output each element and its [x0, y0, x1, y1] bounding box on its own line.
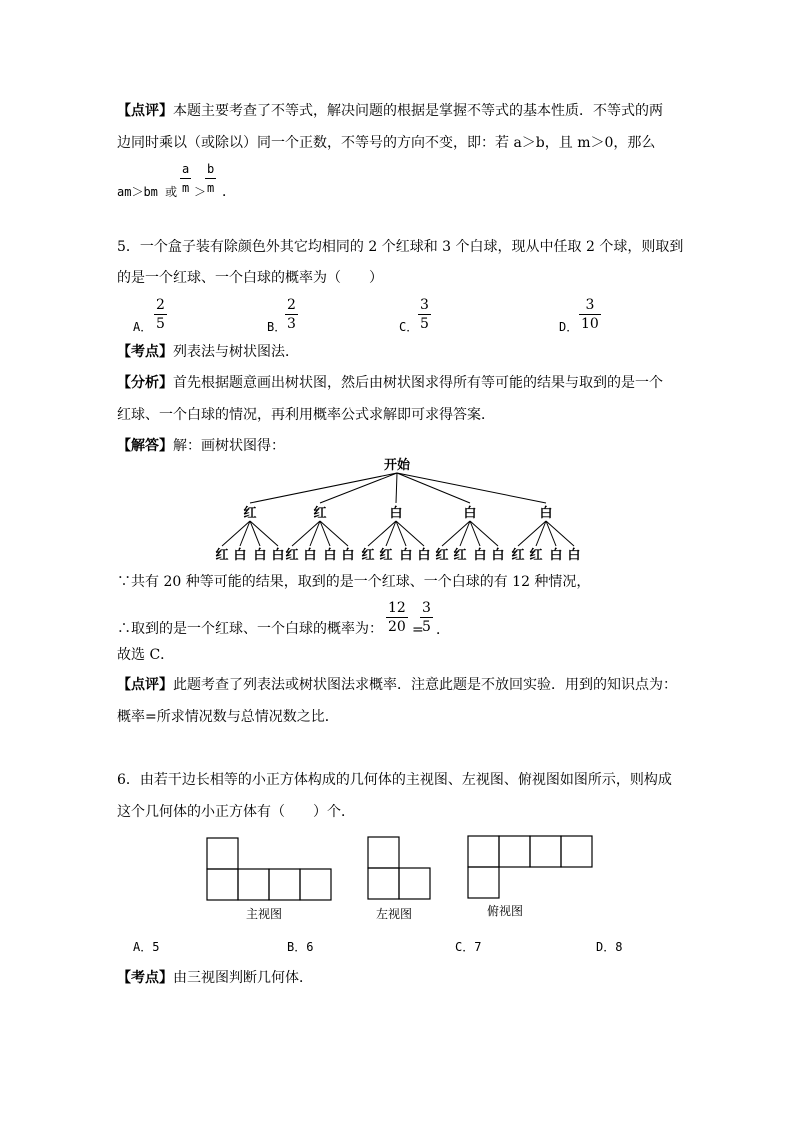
tree-level2-node: 红 [361, 548, 375, 563]
q5-kaodian [117, 342, 299, 362]
tree-level2-node: 白 [549, 548, 563, 563]
q5-therefore-line: ∴取到的是一个红球、一个白球的概率为： [117, 621, 383, 637]
tree-branch [250, 473, 397, 503]
q5-option-c-fraction [418, 297, 431, 332]
q5-option-d-fraction [579, 297, 601, 332]
jieda-tag: 【解答】 [117, 438, 173, 454]
fraction-b-over-m [205, 161, 216, 196]
tree-level1-node: 白 [463, 506, 477, 521]
tree-level2-node: 白 [417, 548, 431, 563]
tree-level2-node: 红 [379, 548, 393, 563]
probability-tree-diagram [210, 455, 590, 567]
fraction-bar [154, 314, 167, 315]
tree-branch [320, 473, 397, 503]
tree-level1-node: 红 [313, 506, 327, 521]
fraction-numerator: 2 [156, 297, 165, 313]
q5-choose: 故选 C． [117, 647, 175, 663]
side-view-label: 左视图 [376, 907, 413, 921]
dianping-tag: 【点评】 [117, 677, 173, 693]
tree-level2-node: 红 [453, 548, 467, 563]
top-view [468, 836, 592, 898]
q6-kaodian [117, 968, 313, 988]
tree-level1-node: 白 [389, 506, 403, 521]
tree-branch [397, 473, 470, 503]
tree-branch [396, 521, 424, 546]
q5-option-d-label: D． [559, 320, 579, 334]
fraction-denominator: m [207, 181, 215, 195]
front-view [207, 838, 331, 900]
kaodian-text: 由三视图判断几何体． [173, 970, 313, 986]
fenxi-tag: 【分析】 [117, 375, 173, 391]
jieda-text: 解：画树状图得： [173, 438, 285, 454]
q6-stem-line-1: 6．由若干边长相等的小正方体构成的几何体的主视图、左视图、俯视图如图所示，则构成 [117, 772, 672, 788]
top-view-label: 俯视图 [487, 904, 524, 918]
fraction-denominator: m [182, 181, 190, 195]
kaodian-tag: 【考点】 [117, 344, 173, 360]
tree-branch [442, 521, 470, 546]
fraction-bar [285, 314, 298, 315]
side-view [368, 837, 430, 899]
fraction-bar [420, 617, 433, 618]
comment-text-3: am＞bm 或 [117, 185, 178, 199]
q5-fenxi-line-2: 红球、一个白球的情况，再利用概率公式求解即可求得答案． [117, 407, 495, 423]
q6-option-b: B．6 [287, 940, 314, 954]
tree-branch [470, 521, 480, 546]
q5-fenxi-line-1 [117, 373, 663, 393]
fraction-denominator: 10 [581, 316, 599, 332]
q6-option-c: C．7 [455, 940, 482, 954]
tree-branch [460, 521, 470, 546]
tree-branch [320, 521, 348, 546]
q5-stem-line-2: 的是一个红球、一个白球的概率为（ ） [117, 270, 383, 286]
fraction-numerator: 12 [388, 600, 406, 616]
fraction-numerator: 2 [287, 297, 296, 313]
tree-level2-node: 白 [341, 548, 355, 563]
q6-stem-line-2: 这个几何体的小正方体有（ ）个． [117, 804, 355, 820]
fenxi-text-1: 首先根据题意画出树状图，然后由树状图求得所有等可能的结果与取到的是一个 [173, 375, 663, 391]
tree-level2-node: 白 [491, 548, 505, 563]
q5-dianping-line-1 [117, 675, 677, 695]
tree-branch [240, 521, 250, 546]
tree-level2-node: 白 [399, 548, 413, 563]
q6-option-a: A．5 [133, 940, 160, 954]
tree-branch [222, 521, 250, 546]
tree-level2-node: 白 [323, 548, 337, 563]
period: ． [436, 622, 450, 638]
tree-level2-node: 白 [253, 548, 267, 563]
equals-sign: = [412, 622, 424, 638]
tree-branch [397, 473, 546, 503]
fraction-bar [418, 314, 431, 315]
tree-level2-node: 白 [473, 548, 487, 563]
tree-level2-node: 红 [511, 548, 525, 563]
tree-branch [292, 521, 320, 546]
q5-option-c-label: C． [399, 320, 419, 334]
tree-level1-node: 红 [243, 506, 257, 521]
period: ． [222, 184, 236, 200]
tree-level2-node: 白 [233, 548, 247, 563]
q6-option-d: D．8 [596, 940, 623, 954]
tree-level2-node: 白 [271, 548, 285, 563]
greater-than-sign: ＞ [194, 185, 207, 199]
tree-branch [250, 521, 278, 546]
tree-level2-node: 红 [529, 548, 543, 563]
comment-line-3 [117, 182, 177, 202]
tree-branch [310, 521, 320, 546]
fraction-denominator: 20 [388, 619, 406, 635]
q5-stem-line-1: 5．一个盒子装有除颜色外其它均相同的 2 个红球和 3 个白球，现从中任取 2 个球，则取到 [117, 239, 684, 255]
tree-level1-node: 白 [539, 506, 553, 521]
tree-level2-node: 白 [567, 548, 581, 563]
tree-branch [470, 521, 498, 546]
fraction-denominator: 5 [422, 619, 431, 635]
fraction-3-over-5 [420, 600, 433, 635]
tree-level2-node: 白 [303, 548, 317, 563]
comment-line-2: 边同时乘以（或除以）同一个正数，不等号的方向不变，即：若 a＞b，且 m＞0，那么 [117, 135, 656, 151]
front-view-label: 主视图 [246, 907, 283, 921]
tree-level2-node: 红 [215, 548, 229, 563]
fraction-numerator: 3 [585, 297, 595, 313]
comment-line-1 [117, 101, 663, 121]
three-views-figure [200, 830, 595, 925]
tree-branch [536, 521, 546, 546]
fraction-numerator: 3 [420, 297, 429, 313]
q5-option-a-label: A． [133, 320, 153, 334]
fraction-bar [579, 314, 601, 315]
tree-level2-node: 红 [435, 548, 449, 563]
tree-branch [320, 521, 330, 546]
fraction-denominator: 5 [156, 316, 165, 332]
tree-branch [546, 521, 574, 546]
fraction-numerator: 3 [422, 600, 431, 616]
comment-tag: 【点评】 [117, 103, 173, 119]
q5-jieda [117, 436, 285, 456]
q5-option-a-fraction [154, 297, 167, 332]
comment-text-1: 本题主要考查了不等式，解决问题的根据是掌握不等式的基本性质．不等式的两 [173, 103, 663, 119]
tree-branch [518, 521, 546, 546]
tree-branch [368, 521, 396, 546]
q5-option-b-label: B． [267, 320, 287, 334]
fraction-numerator: a [182, 162, 190, 176]
q5-since-line: ∵共有 20 种等可能的结果，取到的是一个红球、一个白球的有 12 种情况， [117, 574, 591, 590]
tree-branch [546, 521, 556, 546]
fraction-numerator: b [207, 162, 215, 176]
tree-root: 开始 [383, 458, 411, 473]
tree-branch [250, 521, 260, 546]
dianping-text-1: 此题考查了列表法或树状图法求概率．注意此题是不放回实验．用到的知识点为： [173, 677, 677, 693]
tree-branch [386, 521, 396, 546]
fraction-a-over-m [180, 161, 191, 196]
q5-option-b-fraction [285, 297, 298, 332]
fraction-bar [180, 178, 191, 179]
kaodian-tag: 【考点】 [117, 970, 173, 986]
fraction-denominator: 3 [287, 316, 296, 332]
kaodian-text: 列表法与树状图法． [173, 344, 299, 360]
fraction-bar [205, 178, 216, 179]
tree-branch [396, 521, 406, 546]
tree-level2-node: 红 [285, 548, 299, 563]
q5-dianping-line-2: 概率=所求情况数与总情况数之比． [117, 709, 339, 725]
fraction-denominator: 5 [420, 316, 429, 332]
fraction-12-over-20 [386, 600, 408, 635]
fraction-bar [386, 617, 408, 618]
tree-branch [396, 473, 397, 503]
